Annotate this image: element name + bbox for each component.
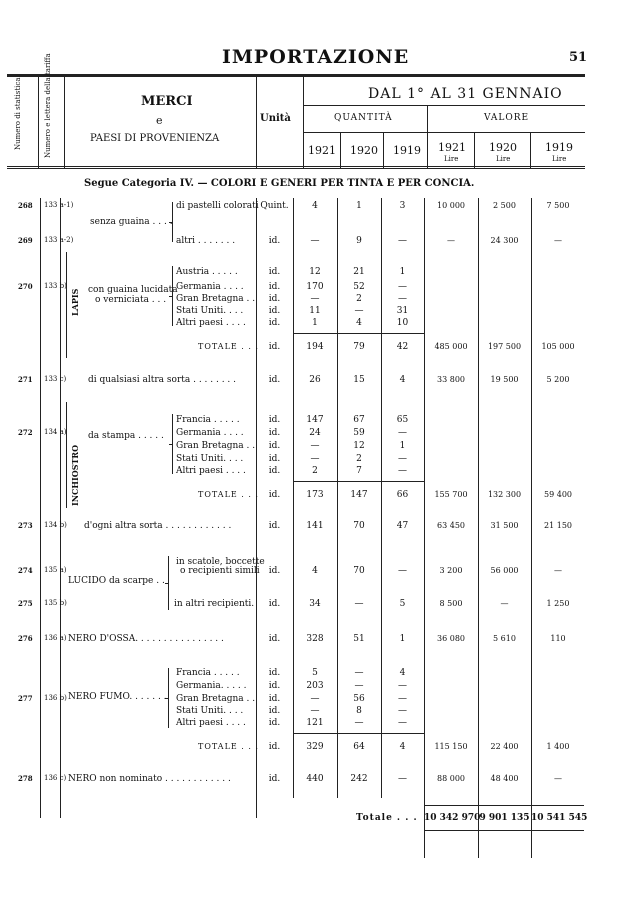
tariff-number: 133 a-1) <box>44 201 74 209</box>
quantity-cell: 70 <box>353 566 365 576</box>
unit-cell: id. <box>268 294 281 304</box>
quantity-cell: — <box>310 441 320 451</box>
quantity-cell: 4 <box>356 318 362 328</box>
quantity-cell: 4 <box>399 375 406 385</box>
country-label: Gran Bretagna . . <box>176 441 256 451</box>
quantity-cell: 173 <box>306 490 324 500</box>
unit-cell: id. <box>268 718 281 728</box>
quantity-cell: — <box>310 236 320 246</box>
quantity-cell: 121 <box>306 718 324 728</box>
header-year-v2: 1920 <box>489 141 517 154</box>
quantity-cell: 15 <box>353 375 365 385</box>
value-cell: 7 500 <box>546 201 570 210</box>
label-lucido: LUCIDO da scarpe . . <box>68 576 165 586</box>
header-year-v3: 1919 <box>545 141 573 154</box>
quantity-cell: — <box>310 694 320 704</box>
quantity-cell: 1 <box>356 201 362 211</box>
value-cell: 24 300 <box>490 236 519 245</box>
value-cell: 1 250 <box>546 599 570 608</box>
label-ogni-altra: d'ogni altra sorta . . . . . . . . . . . . <box>84 521 232 531</box>
unit-cell: id. <box>268 490 281 500</box>
unit-cell: id. <box>268 681 281 691</box>
unit-cell: id. <box>268 694 281 704</box>
value-cell: 155 700 <box>434 490 468 499</box>
country-label: Altri paesi . . . . <box>176 318 246 328</box>
country-label: Stati Uniti. . . . <box>176 306 244 316</box>
label-altri-recipienti: in altri recipienti. <box>174 599 255 609</box>
quantity-cell: 3 <box>399 201 406 211</box>
label-da-stampa: da stampa . . . . . <box>88 431 164 441</box>
value-cell: — <box>500 599 509 608</box>
stat-number: 277 <box>18 694 33 703</box>
quantity-cell: — <box>398 294 407 304</box>
stat-number: 270 <box>18 282 33 291</box>
header-year-q2: 1920 <box>350 144 378 157</box>
label-nero-ossa: NERO D'OSSA. . . . . . . . . . . . . . . . <box>68 634 224 644</box>
value-cell: 3 200 <box>439 566 463 575</box>
unit-cell: id. <box>268 774 281 784</box>
quantity-cell: — <box>398 466 407 476</box>
tariff-number: 134 b) <box>44 521 67 529</box>
label-qualsiasi: di qualsiasi altra sorta . . . . . . . . <box>88 375 237 385</box>
unit-cell: id. <box>268 521 281 531</box>
quantity-cell: 31 <box>396 306 409 316</box>
label-con-guaina: con guaina lucidata <box>88 285 178 295</box>
unit-cell: id. <box>268 742 281 752</box>
header-year-q1: 1921 <box>308 144 336 157</box>
quantity-cell: 5 <box>312 668 318 678</box>
category-heading: Segue Categoria IV. — COLORI E GENERI PER TINTA E PER CONCIA. <box>84 178 475 189</box>
label-nero-fumo: NERO FUMO. . . . . . . <box>68 692 167 702</box>
stat-number: 268 <box>18 201 33 210</box>
country-label: Gran Bretagna . . <box>176 294 256 304</box>
subtotal-label: TOTALE . . . <box>198 342 259 351</box>
quantity-cell: 9 <box>356 236 362 246</box>
grand-total-1921: 10 342 970 <box>424 813 481 823</box>
quantity-cell: — <box>398 694 407 704</box>
header-unita: Unità <box>260 113 291 124</box>
group-lapis: LAPIS <box>70 288 80 316</box>
stat-number: 271 <box>18 375 33 384</box>
value-cell: 56 000 <box>490 566 519 575</box>
header-lire-1: Lire <box>444 155 459 163</box>
value-cell: 22 400 <box>490 742 519 751</box>
header-paesi: PAESI DI PROVENIENZA <box>90 133 220 144</box>
header-merci: MERCI <box>141 94 193 109</box>
tariff-number: 136 c) <box>44 774 67 782</box>
label-o-recipienti: o recipienti simili <box>180 566 260 576</box>
label-in-scatole: in scatole, boccette <box>176 557 265 567</box>
quantity-cell: 7 <box>356 466 362 476</box>
quantity-cell: 24 <box>309 428 321 438</box>
quantity-cell: 4 <box>312 566 318 576</box>
country-label: Stati Uniti. . . . <box>176 454 244 464</box>
quantity-cell: 79 <box>353 342 365 352</box>
quantity-cell: — <box>354 306 364 316</box>
page-number: 51 <box>569 50 588 65</box>
quantity-cell: 67 <box>353 415 365 425</box>
quantity-cell: — <box>354 681 364 691</box>
grand-total-1920: 9 901 135 <box>479 813 530 823</box>
quantity-cell: 4 <box>312 201 318 211</box>
header-period: DAL 1° AL 31 GENNAIO <box>368 86 563 102</box>
value-cell: 36 080 <box>437 634 465 643</box>
value-cell: 132 300 <box>487 490 522 499</box>
value-cell: 105 000 <box>541 342 575 351</box>
unit-cell: id. <box>268 566 281 576</box>
tariff-number: 134 a) <box>44 428 67 436</box>
tariff-number: 136 b) <box>44 694 67 702</box>
country-label: Altri paesi . . . . <box>176 718 246 728</box>
quantity-cell: — <box>398 718 407 728</box>
quantity-cell: 170 <box>306 282 324 292</box>
country-label: Stati Uniti. . . . <box>176 706 244 716</box>
quantity-cell: 12 <box>309 267 321 277</box>
header-year-v1: 1921 <box>438 141 466 154</box>
quantity-cell: 4 <box>399 742 406 752</box>
quantity-cell: 34 <box>309 599 321 609</box>
quantity-cell: — <box>398 454 407 464</box>
label-o-verniciata: o verniciata . . . <box>95 295 167 305</box>
quantity-cell: — <box>398 706 407 716</box>
quantity-cell: 328 <box>306 634 324 644</box>
quantity-cell: 42 <box>396 342 409 352</box>
quantity-cell: 56 <box>353 694 365 704</box>
country-label: Francia . . . . . <box>176 415 240 425</box>
subtotal-rule <box>293 333 424 334</box>
value-cell: 31 500 <box>490 521 519 530</box>
country-label: Germania . . . . <box>176 428 244 438</box>
value-cell: 63 450 <box>437 521 465 530</box>
quantity-cell: — <box>398 428 407 438</box>
grand-total-label: Totale . . . <box>356 813 418 823</box>
value-cell: 88 000 <box>437 774 465 783</box>
unit-cell: id. <box>268 306 281 316</box>
country-label: Altri paesi . . . . <box>176 466 246 476</box>
quantity-cell: 59 <box>353 428 365 438</box>
unit-cell: id. <box>268 342 281 352</box>
subtotal-rule <box>293 481 424 482</box>
quantity-cell: 242 <box>350 774 368 784</box>
label-altri: altri . . . . . . . <box>176 236 236 246</box>
quantity-cell: — <box>398 236 407 246</box>
header-numero-tariffa: Numero e lettera della tariffa <box>44 53 52 158</box>
value-cell: 59 400 <box>544 490 572 499</box>
value-cell: 33 800 <box>437 375 465 384</box>
country-label: Germania. . . . . <box>176 681 247 691</box>
quantity-cell: 1 <box>399 441 406 451</box>
quantity-cell: 147 <box>306 415 324 425</box>
label-nero-non: NERO non nominato . . . . . . . . . . . . <box>68 774 231 784</box>
header-year-q3: 1919 <box>393 144 421 157</box>
stat-number: 273 <box>18 521 33 530</box>
quantity-cell: 12 <box>353 441 365 451</box>
country-label: Francia . . . . . <box>176 668 240 678</box>
stat-number: 278 <box>18 774 33 783</box>
header-e: e <box>156 114 163 127</box>
quantity-cell: 2 <box>356 294 362 304</box>
quantity-cell: — <box>398 774 407 784</box>
tariff-number: 133 b) <box>44 282 67 290</box>
stat-number: 275 <box>18 599 33 608</box>
header-numero-statistica: Numero di statistica <box>14 77 22 150</box>
quantity-cell: 1 <box>312 318 318 328</box>
tariff-number: 135 a) <box>44 566 67 574</box>
tariff-number: 135 b) <box>44 599 67 607</box>
unit-cell: id. <box>268 668 281 678</box>
quantity-cell: 26 <box>309 375 321 385</box>
value-cell: 21 150 <box>544 521 572 530</box>
quantity-cell: 10 <box>396 318 409 328</box>
quantity-cell: 70 <box>353 521 365 531</box>
quantity-cell: 66 <box>396 490 409 500</box>
header-bottom-rule <box>7 166 585 167</box>
stat-number: 274 <box>18 566 33 575</box>
quantity-cell: 64 <box>353 742 365 752</box>
quantity-cell: — <box>354 718 364 728</box>
subtotal-label: TOTALE . . . <box>198 490 259 499</box>
value-cell: — <box>554 566 562 575</box>
unit-cell: id. <box>268 599 281 609</box>
quantity-cell: — <box>310 454 320 464</box>
value-cell: 110 <box>550 634 566 643</box>
unit-cell: id. <box>268 706 281 716</box>
unit-cell: id. <box>268 634 281 644</box>
value-cell: 115 150 <box>434 742 468 751</box>
value-cell: 197 500 <box>487 342 522 351</box>
header-quantita: QUANTITÀ <box>334 113 393 123</box>
quantity-cell: — <box>310 294 320 304</box>
quantity-cell: — <box>398 282 407 292</box>
quantity-cell: 194 <box>306 342 324 352</box>
unit-cell: id. <box>268 375 281 385</box>
tariff-number: 136 a) <box>44 634 67 642</box>
unit-cell: id. <box>268 428 281 438</box>
header-lire-3: Lire <box>552 155 567 163</box>
tariff-number: 133 c) <box>44 375 67 383</box>
header-top-rule <box>7 74 585 77</box>
unit-cell: id. <box>268 282 281 292</box>
tariff-number: 133 a-2) <box>44 236 74 244</box>
unit-cell: id. <box>268 267 281 277</box>
quantity-cell: 51 <box>353 634 365 644</box>
quantity-cell: 2 <box>312 466 318 476</box>
stat-number: 272 <box>18 428 33 437</box>
country-label: Gran Bretagna . . <box>176 694 256 704</box>
quantity-cell: 141 <box>306 521 324 531</box>
page-title: IMPORTAZIONE <box>222 46 410 68</box>
quantity-cell: — <box>354 599 364 609</box>
unit-cell: Quint. <box>260 201 289 211</box>
header-valore: VALORE <box>484 113 530 123</box>
label-senza-guaina: senza guaina . . . . <box>90 217 173 227</box>
stat-number: 276 <box>18 634 33 643</box>
subtotal-label: TOTALE . . . <box>198 742 259 751</box>
quantity-cell: 147 <box>350 490 368 500</box>
value-cell: 5 200 <box>546 375 570 384</box>
value-cell: 485 000 <box>434 342 468 351</box>
quantity-cell: 203 <box>306 681 324 691</box>
quantity-cell: 440 <box>306 774 324 784</box>
quantity-cell: 52 <box>353 282 365 292</box>
header-lire-2: Lire <box>496 155 511 163</box>
quantity-cell: 11 <box>309 306 321 316</box>
quantity-cell: 8 <box>356 706 362 716</box>
value-cell: 48 400 <box>490 774 519 783</box>
unit-cell: id. <box>268 415 281 425</box>
quantity-cell: 47 <box>396 521 409 531</box>
quantity-cell: 65 <box>396 415 409 425</box>
value-cell: — <box>554 774 562 783</box>
quantity-cell: 329 <box>306 742 324 752</box>
value-cell: 10 000 <box>437 201 465 210</box>
value-cell: 5 610 <box>493 634 516 643</box>
quantity-cell: 1 <box>399 267 406 277</box>
value-cell: 19 500 <box>490 375 519 384</box>
subtotal-rule <box>293 733 424 734</box>
quantity-cell: — <box>398 566 407 576</box>
quantity-cell: 1 <box>399 634 406 644</box>
country-label: Germania . . . . <box>176 282 244 292</box>
quantity-cell: 4 <box>399 668 406 678</box>
value-cell: 2 500 <box>493 201 516 210</box>
value-cell: — <box>447 236 455 245</box>
unit-cell: id. <box>268 454 281 464</box>
unit-cell: id. <box>268 318 281 328</box>
stat-number: 269 <box>18 236 33 245</box>
group-inchiostro: INCHIOSTRO <box>70 444 80 506</box>
label-di-pastelli: di pastelli colorati <box>176 201 259 211</box>
value-cell: 8 500 <box>439 599 463 608</box>
value-cell: — <box>554 236 562 245</box>
quantity-cell: — <box>354 668 364 678</box>
quantity-cell: 21 <box>353 267 365 277</box>
unit-cell: id. <box>268 236 281 246</box>
unit-cell: id. <box>268 466 281 476</box>
quantity-cell: 2 <box>356 454 362 464</box>
unit-cell: id. <box>268 441 281 451</box>
grand-total-1919: 10 541 545 <box>531 813 588 823</box>
quantity-cell: — <box>310 706 320 716</box>
country-label: Austria . . . . . <box>176 267 238 277</box>
quantity-cell: — <box>398 681 407 691</box>
quantity-cell: 5 <box>399 599 406 609</box>
value-cell: 1 400 <box>546 742 570 751</box>
